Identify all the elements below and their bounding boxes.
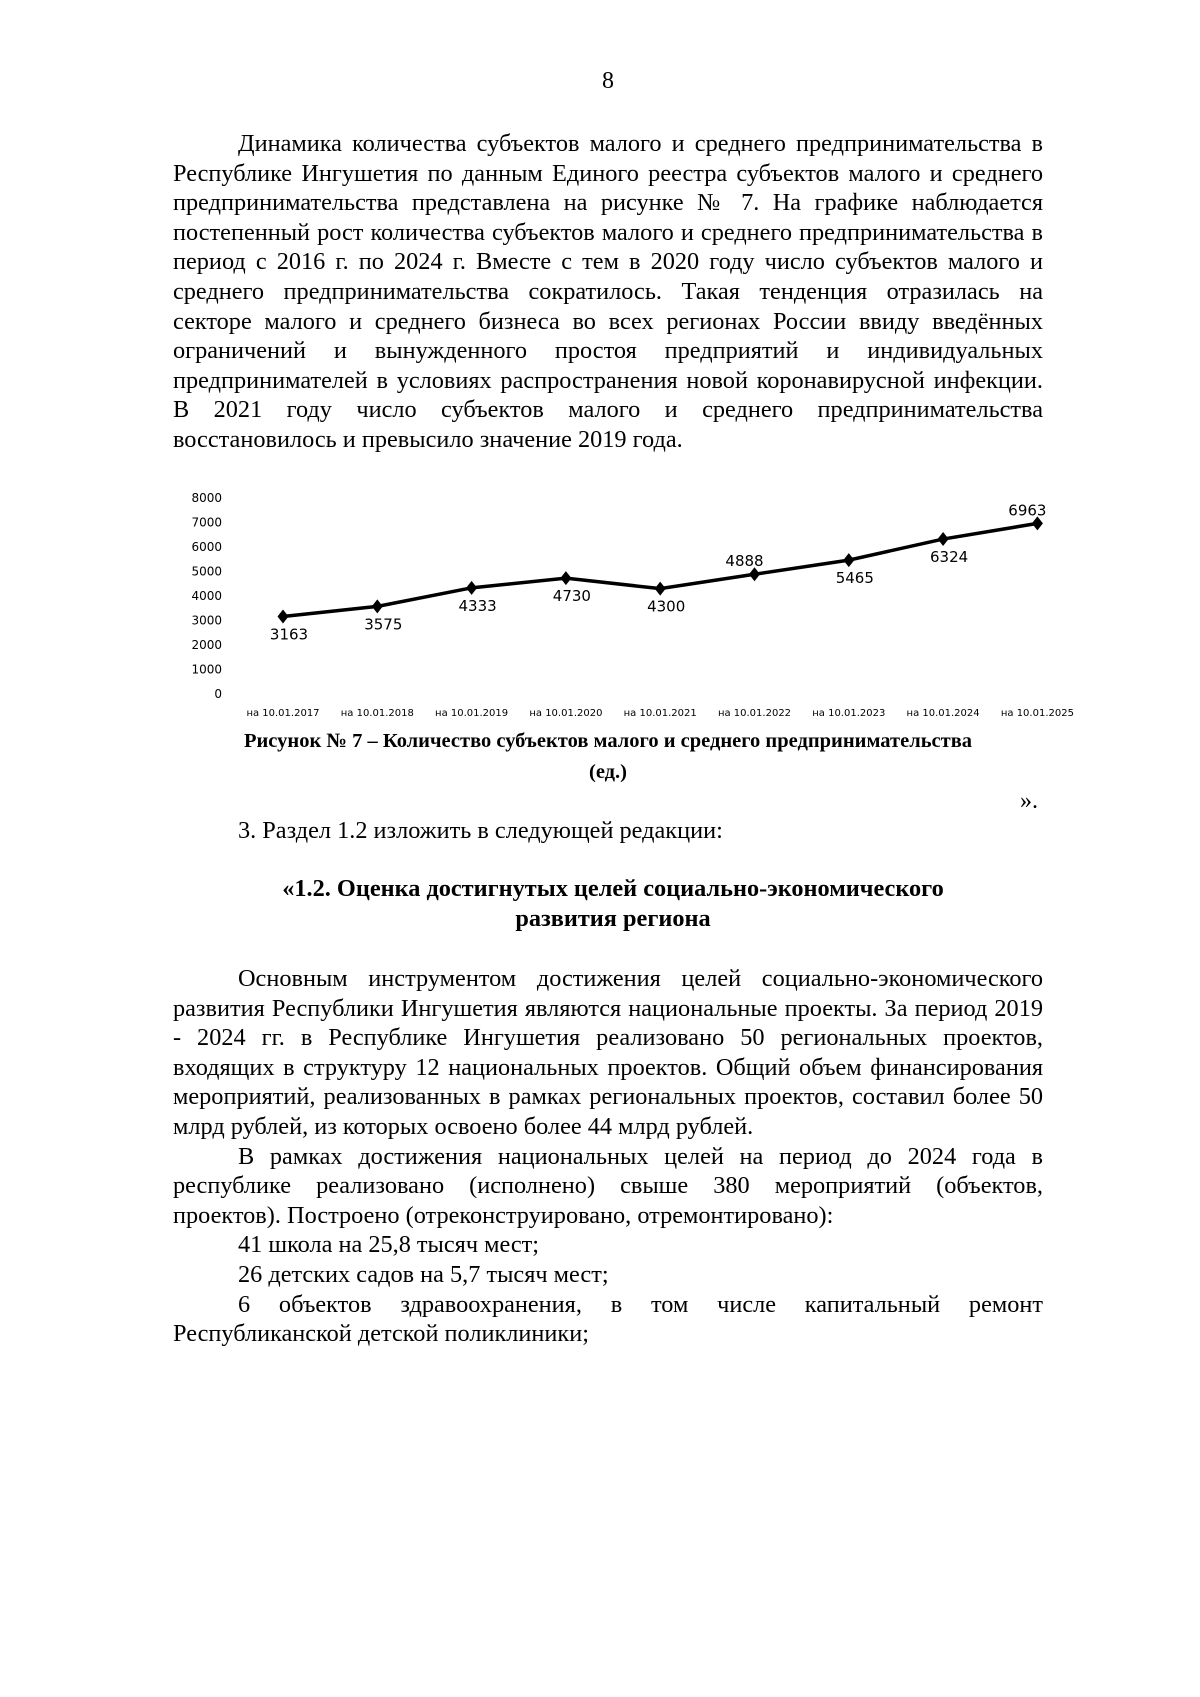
figure-caption-units: (ед.) bbox=[589, 761, 627, 783]
item-3-block bbox=[173, 816, 1043, 846]
data-label: 3575 bbox=[364, 615, 403, 634]
figure-caption: Рисунок № 7 – Количество субъектов малого и среднего предпринимательства bbox=[243, 730, 973, 752]
page-number: 8 bbox=[602, 68, 614, 94]
item-3: 3. Раздел 1.2 изложить в следующей редакции: bbox=[238, 817, 723, 844]
list-item: 41 школа на 25,8 тысяч мест; bbox=[238, 1231, 540, 1259]
list-item: 26 детских садов на 5,7 тысяч мест; bbox=[238, 1260, 609, 1288]
data-label: 4333 bbox=[458, 596, 497, 615]
data-point-marker bbox=[843, 553, 854, 567]
y-tick-label: 6000 bbox=[191, 540, 222, 554]
data-point-marker bbox=[372, 599, 383, 613]
x-tick-label: на 10.01.2018 bbox=[340, 708, 414, 719]
y-tick-label: 7000 bbox=[191, 515, 222, 530]
data-point-marker bbox=[560, 571, 571, 585]
paragraph-national-projects: Основным инструментом достижения целей социально-экономического развития Республики Ингушетия являются национальные проекты. За период 2019 - 2024 гг. в Республике Ингушетия реализовано 50 региональных проектов, входящих в структуру 12 национальных проектов. Общий объем финансирования мероприятий, реализованных в рамках региональных проектов, составил более 50 млрд рублей, из которых освоено более 44 млрд рублей. bbox=[173, 965, 1043, 1140]
data-point-marker bbox=[938, 532, 949, 546]
y-tick-label: 8000 bbox=[191, 491, 222, 505]
x-tick-label: на 10.01.2021 bbox=[623, 708, 697, 719]
data-label: 4888 bbox=[725, 552, 764, 571]
data-label: 5465 bbox=[835, 569, 874, 588]
y-tick-label: 2000 bbox=[191, 638, 222, 652]
data-label: 4300 bbox=[647, 597, 686, 616]
section-heading: «1.2. Оценка достигнутых целей социально-экономического bbox=[282, 875, 944, 902]
paragraph-national-goals: В рамках достижения национальных целей на период до 2024 года в республике реализовано (исполнено) свыше 380 мероприятий (объектов, проектов). Построено (отреконструировано, отремонтировано): bbox=[173, 1142, 1043, 1229]
list-item: 6 объектов здравоохранения, в том числе капитальный ремонт Республиканской детской поликлиники; bbox=[173, 1290, 1043, 1348]
x-tick-label: на 10.01.2023 bbox=[812, 708, 886, 719]
x-tick-label: на 10.01.2025 bbox=[1000, 708, 1074, 719]
y-tick-label: 4000 bbox=[191, 589, 222, 603]
data-label: 6324 bbox=[930, 548, 969, 567]
x-tick-label: на 10.01.2024 bbox=[906, 708, 980, 719]
y-tick-label: 5000 bbox=[191, 564, 222, 579]
x-tick-label: на 10.01.2019 bbox=[435, 708, 509, 719]
paragraph-dynamics: Динамика количества субъектов малого и среднего предпринимательства в Республике Ингушетия по данным Единого реестра субъектов малого и среднего предпринимательства представлена на рисунке № 7. На графике наблюдается постепенный рост количества субъектов малого и среднего предпринимательства в период с 2016 г. по 2024 г. Вместе с тем в 2020 году число субъектов малого и среднего предпринимательства сократилось. Такая тенденция отразилась на секторе малого и среднего бизнеса во всех регионах России ввиду введённых ограничений и вынужденного простоя предприятий и индивидуальных предпринимателей в условиях распространения новой коронавирусной инфекции. В 2021 году число субъектов малого и среднего предпринимательства восстановилось и превысило значение 2019 года. bbox=[173, 130, 1043, 453]
closing-quote: ». bbox=[1020, 788, 1038, 814]
y-tick-label: 0 bbox=[214, 687, 222, 701]
x-tick-label: на 10.01.2020 bbox=[529, 708, 603, 719]
y-tick-label: 1000 bbox=[191, 662, 222, 677]
data-label: 6963 bbox=[1008, 501, 1047, 520]
data-label: 3163 bbox=[269, 625, 309, 644]
data-point-marker bbox=[278, 610, 289, 624]
section-heading-line2: развития региона bbox=[515, 905, 711, 932]
body-block bbox=[173, 964, 1043, 1349]
x-tick-label: на 10.01.2022 bbox=[717, 708, 792, 719]
y-tick-label: 3000 bbox=[191, 613, 222, 628]
data-point-marker bbox=[466, 581, 477, 595]
data-point-marker bbox=[655, 582, 666, 596]
data-label: 4730 bbox=[552, 587, 591, 606]
x-tick-label: на 10.01.2017 bbox=[246, 708, 320, 719]
